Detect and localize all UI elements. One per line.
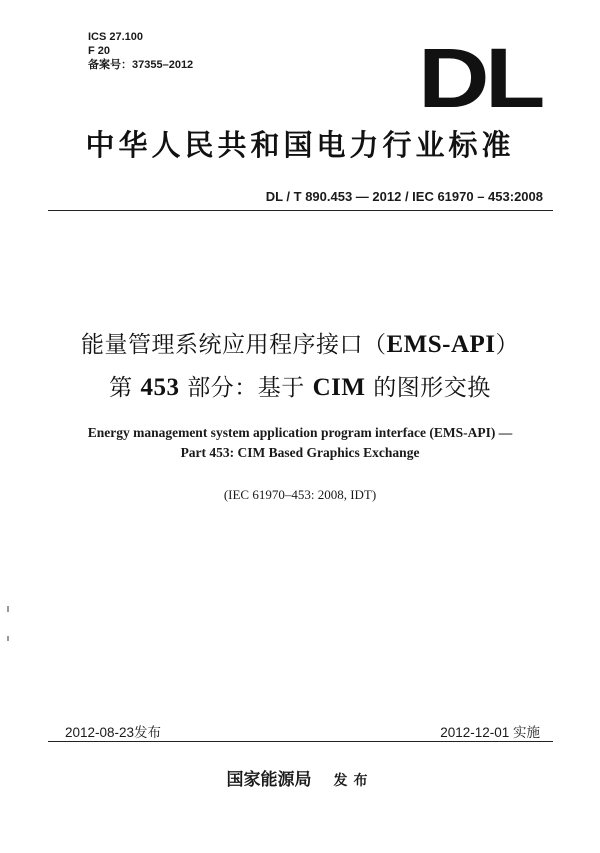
chinese-title-line-2-number: 453 [140,374,180,401]
chinese-title-line-1-latin: EMS-API [386,331,496,358]
chinese-title-line-2-mid: 部分：基于 [179,375,313,401]
issue-date: 2012-08-23发布 [65,725,162,740]
chinese-title-line-1-suffix: ） [495,332,520,358]
english-title-line-1: Energy management system application program interface (EMS-API) — [87,425,513,440]
issuer-action: 发布 [333,773,374,789]
issuer-name: 国家能源局 [226,770,312,790]
top-divider [48,210,553,211]
chinese-title-line-1-prefix: 能量管理系统应用程序接口（ [80,332,387,358]
record-number: 备案号：37355–2012 [88,59,194,71]
standard-number: DL / T 890.453 — 2012 / IEC 61970 – 453:2008 [265,189,543,204]
chinese-title-line-1 [0,330,600,360]
english-title-line-2: Part 453: CIM Based Graphics Exchange [180,445,420,460]
equivalence-note: (IEC 61970–453: 2008, IDT) [223,487,377,502]
document-metadata [88,30,193,72]
chinese-title-line-2 [0,373,600,403]
issuer-line [0,765,600,790]
bottom-divider [48,741,553,742]
chinese-title-line-2-latin: CIM [312,374,366,401]
dl-logo: DL [418,31,541,125]
ics-code: ICS 27.100 [88,31,144,43]
chinese-title-line-2-suffix: 的图形交换 [365,375,491,401]
classification-code: F 20 [88,45,111,57]
scan-speck [7,606,9,612]
implementation-date: 2012-12-01 实施 [440,725,540,740]
standard-category-title: 中华人民共和国电力行业标准 [85,128,515,162]
chinese-title-line-2-prefix: 第 [109,375,141,401]
scan-speck [7,636,9,641]
